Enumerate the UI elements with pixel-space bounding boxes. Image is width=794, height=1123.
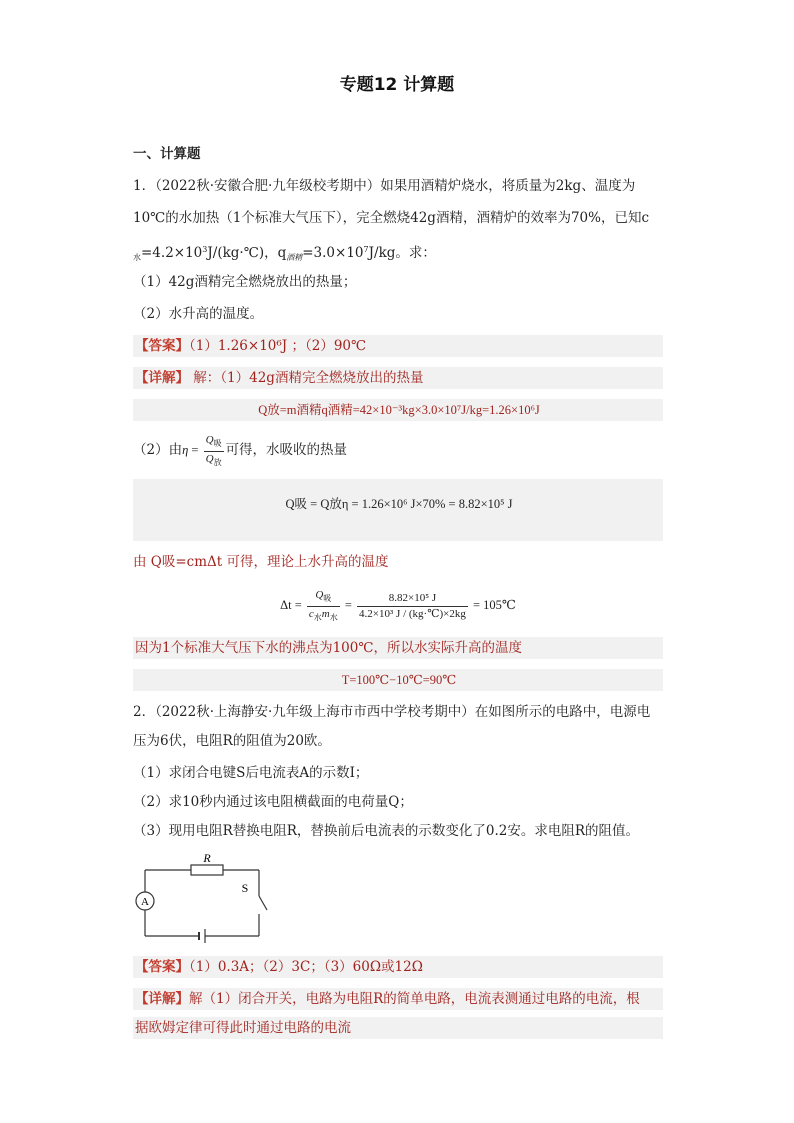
q1-subquestion-2: （2）水升高的温度。 [133, 306, 264, 322]
q1-answer [133, 335, 663, 357]
resistor-symbol [191, 865, 223, 875]
q1-detail-line-3: 由 Q吸=cmΔt 可得，理论上水升高的温度 [133, 554, 389, 570]
q2-subquestion-2: （2）求10秒内通过该电阻横截面的电荷量Q； [133, 794, 413, 810]
q1-subquestion-1: （1）42g酒精完全燃烧放出的热量； [133, 274, 357, 290]
q2-detail-line-2: 据欧姆定律可得此时通过电路的电流 [133, 1017, 663, 1039]
q1-equation-3: Δt = $\frac{Q_吸}{c_水m_水}$ = $\frac{\text{8.82×10⁵ J}}{\text{4.2×10³ J / (kg·℃)×2kg}}$ = 105℃ [280, 588, 516, 622]
q1-equation-2: Q吸 = Q放η = 1.26×10⁶ J×70% = 8.82×10⁵ J [133, 479, 663, 541]
answer-tag: 【答案】 [135, 338, 189, 354]
q1-detail-line-1: 【详解】 解：（1）42g酒精完全燃烧放出的热量 [133, 367, 663, 389]
circuit-svg [133, 852, 273, 950]
label-s: S [241, 881, 249, 895]
document-content [133, 143, 663, 1049]
efficiency-formula: η = $\frac{Q_吸}{Q_放}$ [182, 433, 222, 467]
q1-equation-4: T=100℃−10℃=90℃ [133, 669, 663, 691]
label-a: A [141, 896, 149, 908]
q1-equation-1: Q放=m酒精q酒精=42×10⁻³kg×3.0×10⁷J/kg=1.26×10⁶J [133, 399, 663, 421]
circuit-diagram [133, 852, 663, 950]
sub-alcohol: 酒精 [286, 253, 303, 262]
detail-tag: 【详解】 [135, 370, 189, 386]
q2-text-line-1: 2．（2022秋·上海静安·九年级上海市市西中学校考期中）在如图所示的电路中，电源电 [133, 704, 651, 720]
answer-text: （1）1.26×10⁶J ；（2）90℃ [189, 338, 367, 354]
sub-water: 水 [133, 253, 141, 262]
q2-subquestion-3: （3）现用电阻R替换电阻R，替换前后电流表的示数变化了0.2安。求电阻R的阻值。 [133, 823, 640, 839]
q1-detail-line-4: 因为1个标准大气压下水的沸点为100℃，所以水实际升高的温度 [133, 637, 663, 659]
q1-text-line-1: 1．（2022秋·安徽合肥·九年级校考期中）如果用酒精炉烧水，将质量为2kg、温度为 [133, 178, 636, 194]
q2-text-line-2: 压为6伏，电阻R的阻值为20欧。 [133, 733, 331, 749]
q2-answer: 【答案】（1）0.3A；（2）3C；（3）60Ω或12Ω [133, 956, 663, 978]
section-heading: 一、计算题 [133, 146, 201, 162]
q1-text-line-2: 10℃的水加热（1个标准大气压下），完全燃烧42g酒精，酒精炉的效率为70%，已知c [133, 210, 650, 226]
q2-detail-line-1: 【详解】解（1）闭合开关，电路为电阻R的简单电路，电流表测通过电路的电流，根 [133, 988, 663, 1010]
label-r: R [203, 852, 211, 865]
q1-text-line-3: $_水=4.2\times 10^3J/(kg\cdot℃)$，$q_{酒精}=3.0\times 10^7J/kg$。求： [133, 245, 436, 262]
q1-detail-line-2: （2）由η = $\frac{Q_吸}{Q_放}$ 可得，水吸收的热量 [133, 433, 348, 467]
page-title: 专题12 计算题 [339, 75, 455, 95]
q2-subquestion-1: （1）求闭合电键S后电流表A的示数I； [133, 765, 369, 781]
switch-symbol [259, 896, 267, 910]
